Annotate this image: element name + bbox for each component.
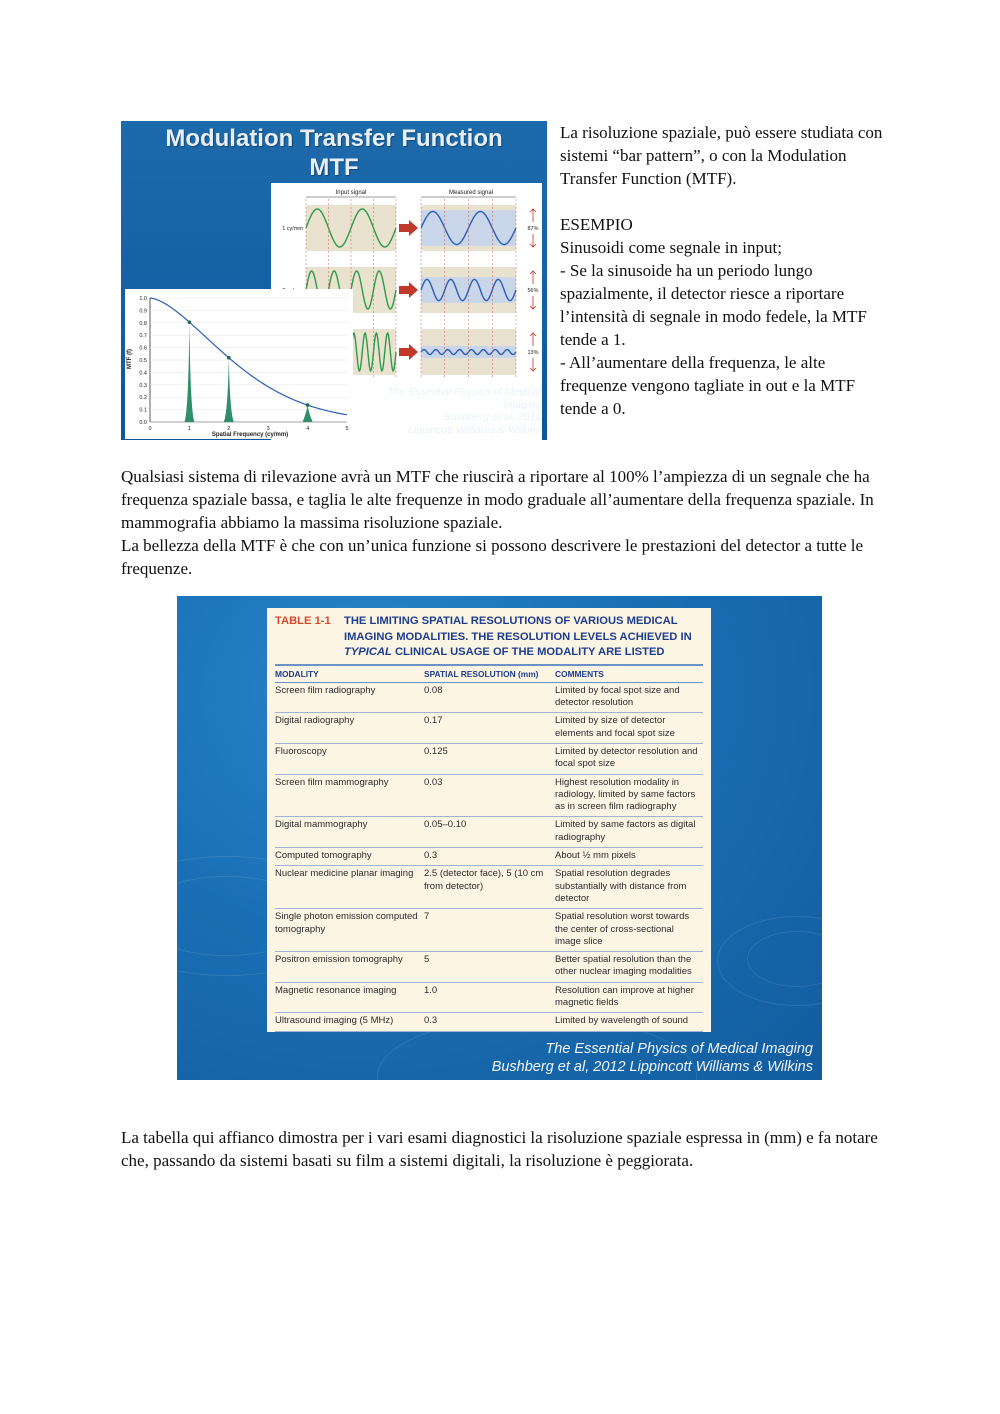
mtf-slide-image — [121, 121, 547, 440]
cell-modality: Screen film mammography — [275, 774, 424, 817]
table-slide-citation — [413, 1040, 813, 1076]
paragraph-text-2: La bellezza della MTF è che con un’unica funzione si possono descrivere le prestazioni del detector a tutte le frequenze. — [121, 536, 864, 578]
table-header-row — [275, 666, 703, 683]
table-row — [275, 774, 703, 817]
mtf-slide-title — [121, 124, 547, 182]
frequency-label: 1 cy/mm — [282, 226, 303, 232]
cell-modality: Single photon emission computed tomography — [275, 909, 424, 952]
bottom-paragraph-text: La tabella qui affianco dimostra per i vari esami diagnostici la risoluzione spaziale espressa in (mm) e fa notare che, passando da sistemi basati su film a sistemi digitali, la risoluzione è peggiorata. — [121, 1128, 878, 1170]
esempio-point-2: - All’aumentare della frequenza, le alte frequenze vengono tagliate in out e la MTF tende a 0. — [560, 353, 856, 418]
mtf-citation-line3: Bushberg et al, 2012 — [444, 411, 541, 423]
cell-resolution: 0.03 — [424, 774, 555, 817]
table-caption-emphasis: TYPICAL — [344, 646, 392, 658]
table-row — [275, 866, 703, 909]
y-tick-label: 0.4 — [139, 370, 147, 377]
esempio-heading: ESEMPIO — [560, 215, 633, 234]
mtf-title-line2: MTF — [309, 154, 359, 181]
table-citation-line2: Bushberg et al, 2012 Lippincott Williams & Wilkins — [491, 1059, 813, 1075]
y-tick-label: 0.0 — [139, 420, 147, 426]
table-row — [275, 713, 703, 744]
mtf-title-line1: Modulation Transfer Function — [165, 125, 503, 152]
curve-xlabel: Spatial Frequency (cy/mm) — [211, 432, 289, 438]
y-tick-label: 1.0 — [139, 296, 147, 302]
table-caption — [275, 614, 703, 666]
cell-comment: Limited by size of detector elements and focal spot size — [555, 713, 703, 744]
y-tick-label: 0.7 — [139, 333, 147, 340]
table-caption-text — [344, 614, 703, 661]
cell-modality: Nuclear medicine planar imaging — [275, 866, 424, 909]
x-tick-label: 5 — [345, 426, 349, 432]
mtf-slide-citation — [341, 386, 541, 436]
table-row — [275, 1013, 703, 1031]
cell-comment: Resolution can improve at higher magnetic fields — [555, 982, 703, 1013]
cell-comment: Limited by focal spot size and detector resolution — [555, 682, 703, 713]
x-tick-label: 4 — [306, 426, 310, 432]
modulation-label: 13% — [527, 350, 539, 356]
cell-resolution: 0.17 — [424, 713, 555, 744]
curve-ylabel: MTF (f) — [127, 349, 133, 369]
cell-resolution: 0.08 — [424, 682, 555, 713]
cell-modality: Ultrasound imaging (5 MHz) — [275, 1013, 424, 1031]
cell-comment: Limited by wavelength of sound — [555, 1013, 703, 1031]
cell-modality: Magnetic resonance imaging — [275, 982, 424, 1013]
y-tick-label: 0.2 — [139, 395, 147, 402]
column-header-resolution: SPATIAL RESOLUTION (mm) — [424, 666, 555, 683]
cell-comment: About ½ mm pixels — [555, 848, 703, 866]
cell-comment: Better spatial resolution than the other nuclear imaging modalities — [555, 952, 703, 983]
mtf-citation-line1: The Essential Physics of Medical — [387, 386, 541, 398]
y-tick-label: 0.9 — [139, 308, 147, 315]
cell-modality: Fluoroscopy — [275, 743, 424, 774]
mtf-peak-marker — [227, 356, 231, 360]
x-tick-label: 3 — [266, 426, 270, 432]
cell-comment: Highest resolution modality in radiology, limited by same factors as in screen film radiography — [555, 774, 703, 817]
table-row — [275, 743, 703, 774]
x-tick-label: 0 — [148, 426, 152, 432]
x-tick-label: 2 — [227, 426, 231, 432]
y-tick-label: 0.8 — [139, 320, 147, 327]
cell-comment: Limited by same factors as digital radiography — [555, 817, 703, 848]
measured-signal-label: Measured signal — [448, 190, 494, 196]
resolution-table — [275, 666, 703, 1032]
mtf-body-paragraph — [121, 465, 891, 580]
mtf-curve-panel — [125, 289, 353, 439]
cell-comment: Limited by detector resolution and focal spot size — [555, 743, 703, 774]
table-caption-part2: CLINICAL USAGE OF THE MODALITY ARE LISTED — [394, 646, 665, 658]
resolution-table-card — [267, 608, 711, 1032]
table-citation-line1: The Essential Physics of Medical Imaging — [545, 1041, 813, 1057]
table-row — [275, 682, 703, 713]
column-header-comments: COMMENTS — [555, 666, 703, 683]
mtf-curve-chart — [125, 289, 353, 439]
mtf-citation-line4: Lippincott Williams & Wilkins — [408, 423, 541, 436]
table-row — [275, 817, 703, 848]
y-tick-label: 0.1 — [139, 407, 147, 414]
mtf-explanation-text — [560, 121, 890, 420]
y-tick-label: 0.3 — [139, 382, 147, 389]
table-caption-part1: THE LIMITING SPATIAL RESOLUTIONS OF VARIOUS MEDICAL IMAGING MODALITIES. THE RESOLUTION LEVELS ACHIEVED IN — [344, 615, 692, 643]
x-tick-label: 1 — [187, 426, 191, 432]
cell-resolution: 0.05–0.10 — [424, 817, 555, 848]
table-row — [275, 952, 703, 983]
cell-modality: Positron emission tomography — [275, 952, 424, 983]
paragraph-text-1: Qualsiasi sistema di rilevazione avrà un MTF che riuscirà a riportare al 100% l’ampiezza di un segnale che ha frequenza spaziale bassa, e taglia le alte frequenze in modo graduale all’aumentare della frequenza spaziale. In mammografia abbiamo la massima risoluzione spaziale. — [121, 467, 874, 532]
cell-resolution: 0.3 — [424, 848, 555, 866]
cell-resolution: 0.3 — [424, 1013, 555, 1031]
cell-resolution: 1.0 — [424, 982, 555, 1013]
cell-resolution: 7 — [424, 909, 555, 952]
mtf-intro-text: La risoluzione spaziale, può essere studiata con sistemi “bar pattern”, o con la Modulation Transfer Function (MTF). — [560, 123, 883, 188]
esempio-line: Sinusoidi come segnale in input; — [560, 238, 782, 257]
cell-modality: Digital radiography — [275, 713, 424, 744]
table-number: TABLE 1-1 — [275, 615, 331, 627]
cell-resolution: 0.125 — [424, 743, 555, 774]
y-tick-label: 0.6 — [139, 345, 147, 352]
cell-modality: Digital mammography — [275, 817, 424, 848]
resolution-table-slide-image — [177, 596, 822, 1080]
modulation-label: 87% — [527, 226, 539, 232]
table-row — [275, 982, 703, 1013]
cell-comment: Spatial resolution worst towards the center of cross-sectional image slice — [555, 909, 703, 952]
modulation-label: 56% — [527, 288, 539, 294]
table-row — [275, 909, 703, 952]
mtf-peak-marker — [306, 403, 310, 407]
table-commentary-paragraph — [121, 1126, 891, 1172]
mtf-citation-line2: Imaging — [503, 398, 541, 411]
column-header-modality: MODALITY — [275, 666, 424, 683]
cell-resolution: 2.5 (detector face), 5 (10 cm from detector) — [424, 866, 555, 909]
cell-modality: Screen film radiography — [275, 682, 424, 713]
esempio-block — [560, 213, 890, 420]
input-signal-label: Input signal — [335, 190, 367, 196]
esempio-point-1: - Se la sinusoide ha un periodo lungo spazialmente, il detector riesce a riportare l’intensità di segnale in modo fedele, la MTF tende a 1. — [560, 261, 867, 349]
mtf-peak-marker — [188, 320, 192, 324]
y-tick-label: 0.5 — [139, 358, 147, 364]
table-row — [275, 848, 703, 866]
cell-modality: Computed tomography — [275, 848, 424, 866]
cell-resolution: 5 — [424, 952, 555, 983]
cell-comment: Spatial resolution degrades substantially with distance from detector — [555, 866, 703, 909]
